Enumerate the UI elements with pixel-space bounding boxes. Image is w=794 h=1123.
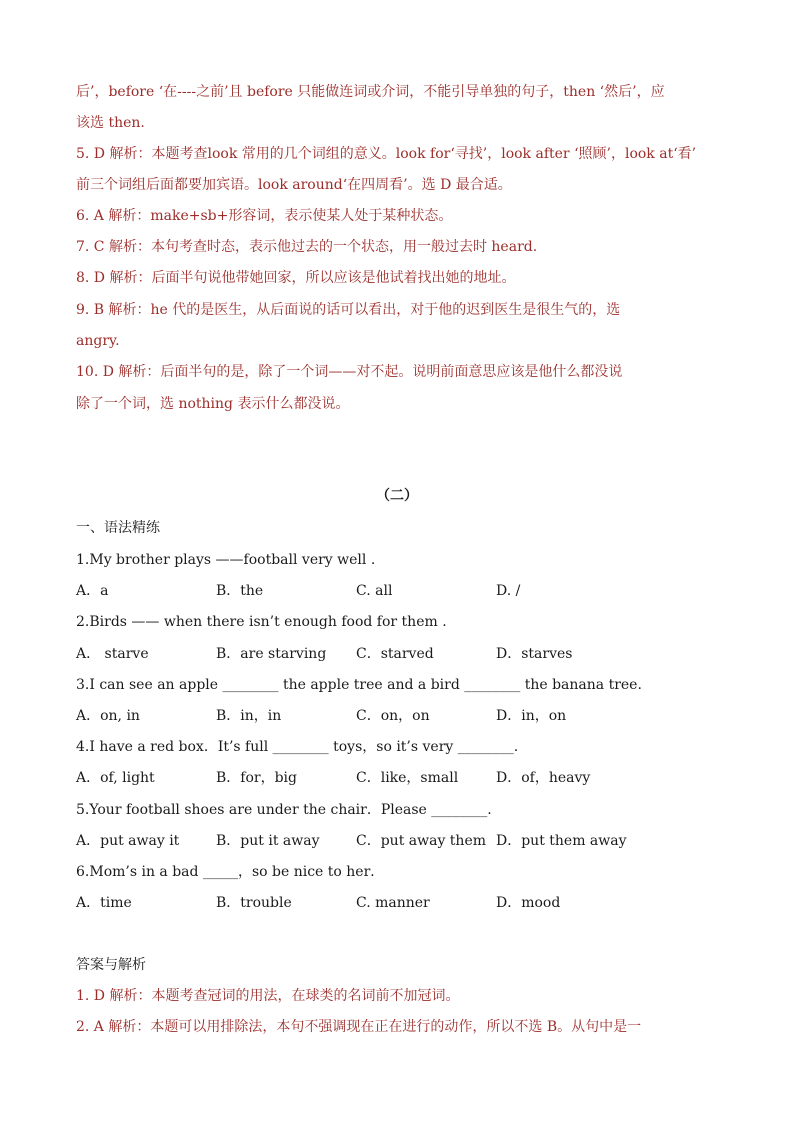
option-b: B．for，big bbox=[216, 770, 297, 786]
analysis-q10-cont: 除了一个词，选 nothing 表示什么都没说。 bbox=[76, 396, 350, 412]
option-c: C．on，on bbox=[356, 708, 430, 724]
option-a: A．a bbox=[76, 583, 109, 599]
analysis-q8: 8. D 解析：后面半句说他带她回家，所以应该是他试着找出她的地址。 bbox=[76, 270, 516, 286]
option-c: C. all bbox=[356, 583, 393, 599]
option-c: C．like，small bbox=[356, 770, 459, 786]
analysis-q6: 6. A 解析：make+sb+形容词，表示使某人处于某种状态。 bbox=[76, 208, 453, 224]
question-stem: 6.Mom’s in a bad _____，so be nice to her． bbox=[76, 864, 385, 880]
option-d: D．of，heavy bbox=[496, 770, 591, 786]
option-b: B．in，in bbox=[216, 708, 282, 724]
option-b: B．the bbox=[216, 583, 264, 599]
option-d: D．in，on bbox=[496, 708, 567, 724]
question-stem: 4.I have a red box．It’s full ________ toys，so it’s very ________. bbox=[76, 739, 519, 755]
answers-heading: 答案与解析 bbox=[76, 957, 146, 973]
option-b: B．put it away bbox=[216, 833, 320, 849]
section-title: （二） bbox=[376, 488, 418, 504]
question-stem: 1.My brother plays ——football very well . bbox=[76, 552, 376, 568]
option-b: B．are starving bbox=[216, 646, 327, 662]
analysis-line: 后’，before ‘在----之前’且 before 只能做连词或介词，不能引导单独的句子，then ‘然后’，应 bbox=[76, 84, 665, 100]
option-a: A． starve bbox=[76, 646, 149, 662]
analysis-q7: 7. C 解析：本句考查时态，表示他过去的一个状态，用一般过去时 heard. bbox=[76, 239, 538, 255]
answer-2: 2. A 解析：本题可以用排除法，本句不强调现在正在进行的动作，所以不选 B。从句中是一 bbox=[76, 1019, 642, 1035]
option-d: D．put them away bbox=[496, 833, 627, 849]
answer-1: 1. D 解析：本题考查冠词的用法，在球类的名词前不加冠词。 bbox=[76, 988, 460, 1004]
analysis-q9: 9. B 解析：he 代的是医生，从后面说的话可以看出，对于他的迟到医生是很生气的，选 bbox=[76, 302, 621, 318]
analysis-q5: 5. D 解析：本题考查look 常用的几个词组的意义。look for‘寻找’，look after ‘照顾’，look at‘看’ bbox=[76, 146, 697, 162]
subsection-heading: 一、语法精练 bbox=[76, 520, 160, 536]
option-c: C．put away them bbox=[356, 833, 487, 849]
analysis-q5-cont: 前三个词组后面都要加宾语。look around‘在四周看’。选 D 最合适。 bbox=[76, 177, 512, 193]
analysis-q10: 10. D 解析：后面半句的是，除了一个词——对不起。说明前面意思应该是他什么都没说 bbox=[76, 364, 623, 380]
question-stem: 3.I can see an apple ________ the apple tree and a bird ________ the banana tree. bbox=[76, 677, 642, 693]
option-d: D．starves bbox=[496, 646, 573, 662]
option-b: B．trouble bbox=[216, 895, 292, 911]
option-d: D．mood bbox=[496, 895, 561, 911]
option-d: D. / bbox=[496, 583, 521, 599]
option-c: C．starved bbox=[356, 646, 434, 662]
option-a: A．time bbox=[76, 895, 132, 911]
analysis-q9-cont: angry. bbox=[76, 333, 120, 349]
option-a: A．of, light bbox=[76, 770, 155, 786]
option-c: C. manner bbox=[356, 895, 430, 911]
question-stem: 5.Your football shoes are under the chair．Please ________. bbox=[76, 802, 492, 818]
analysis-line: 该选 then. bbox=[76, 115, 145, 131]
option-a: A．put away it bbox=[76, 833, 180, 849]
option-a: A．on, in bbox=[76, 708, 140, 724]
question-stem: 2.Birds —— when there isn’t enough food for them . bbox=[76, 614, 447, 630]
